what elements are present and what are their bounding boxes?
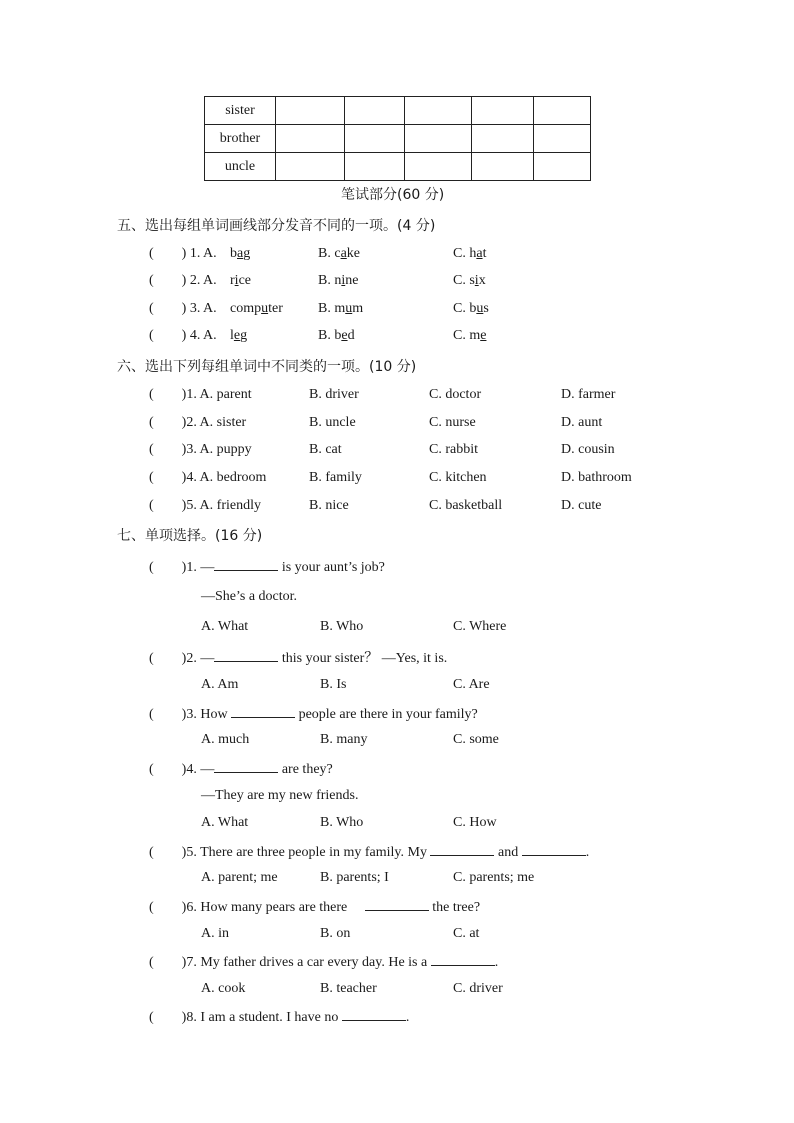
table-row — [205, 97, 591, 125]
row-label: uncle — [205, 153, 276, 181]
option-b: B. nice — [309, 498, 349, 513]
option-a: A. What — [201, 815, 249, 830]
option-b: B. cat — [309, 442, 342, 457]
table-row — [205, 125, 591, 153]
option-a: A. cook — [201, 981, 246, 996]
answer-blank[interactable] — [231, 705, 295, 718]
option-a: A. much — [201, 732, 250, 747]
row-label: brother — [205, 125, 276, 153]
answer-blank[interactable] — [430, 843, 494, 856]
option-b: B. family — [309, 470, 362, 485]
question-1-reply: —She’s a doctor. — [201, 589, 298, 604]
option-c: C. How — [453, 815, 497, 830]
option-word: C. bus — [453, 301, 489, 316]
question-4-reply: —They are my new friends. — [201, 788, 359, 803]
option-word: bag — [230, 246, 251, 261]
option-a: A. Am — [201, 677, 239, 692]
option-word: C. hat — [453, 246, 487, 261]
option-b: B. Is — [320, 677, 347, 692]
answer-blank[interactable] — [431, 953, 495, 966]
option-c: C. driver — [453, 981, 503, 996]
option-a: A. What — [201, 619, 249, 634]
option-b: B. driver — [309, 387, 359, 402]
section7-title: 七、单项选择。(16 分) — [117, 528, 263, 544]
phonics-item: ( ) 2. A. — [149, 273, 217, 288]
option-d: D. cute — [561, 498, 602, 513]
option-b: B. Who — [320, 815, 364, 830]
option-word: C. me — [453, 328, 487, 343]
answer-blank[interactable] — [365, 898, 429, 911]
section6-title: 六、选出下列每组单词中不同类的一项。(10 分) — [117, 359, 417, 375]
question-item: ( )2. A. sister — [149, 415, 247, 430]
option-word: B. nine — [318, 273, 359, 288]
question-item: ( )3. A. puppy — [149, 442, 252, 457]
option-a: A. parent; me — [201, 870, 278, 885]
question-1: ( )1. — is your aunt’s job? — [149, 560, 385, 575]
option-d: D. bathroom — [561, 470, 632, 485]
answer-blank[interactable] — [214, 558, 278, 571]
option-d: D. aunt — [561, 415, 603, 430]
phonics-item: ( ) 3. A. — [149, 301, 217, 316]
option-word: leg — [230, 328, 248, 343]
answer-blank[interactable] — [214, 649, 278, 662]
answer-blank[interactable] — [214, 760, 278, 773]
answer-blank[interactable] — [342, 1008, 406, 1021]
phonics-item: ( ) 1. A. — [149, 246, 217, 261]
row-label: sister — [205, 97, 276, 125]
option-b: B. uncle — [309, 415, 356, 430]
question-7: ( )7. My father drives a car every day. He is a . — [149, 955, 499, 970]
option-d: D. cousin — [561, 442, 615, 457]
option-c: C. some — [453, 732, 499, 747]
table-row — [205, 153, 591, 181]
phonics-item: ( ) 4. A. — [149, 328, 217, 343]
option-c: C. parents; me — [453, 870, 535, 885]
option-word: B. bed — [318, 328, 355, 343]
option-c: C. basketball — [429, 498, 503, 513]
option-word: B. cake — [318, 246, 360, 261]
option-b: B. many — [320, 732, 368, 747]
option-c: C. Are — [453, 677, 490, 692]
option-word: computer — [230, 301, 283, 316]
option-c: C. rabbit — [429, 442, 478, 457]
question-3: ( )3. How people are there in your family? — [149, 707, 478, 722]
question-2: ( )2. — this your sister？ —Yes, it is. — [149, 651, 448, 666]
question-4: ( )4. — are they? — [149, 762, 333, 777]
question-8: ( )8. I am a student. I have no . — [149, 1010, 410, 1025]
option-c: C. Where — [453, 619, 507, 634]
option-c: C. kitchen — [429, 470, 487, 485]
option-b: B. parents; I — [320, 870, 389, 885]
option-c: C. doctor — [429, 387, 482, 402]
family-table — [204, 96, 591, 181]
question-item: ( )1. A. parent — [149, 387, 252, 402]
question-6: ( )6. How many pears are there the tree? — [149, 900, 481, 915]
option-c: C. nurse — [429, 415, 476, 430]
option-c: C. at — [453, 926, 480, 941]
option-word: C. six — [453, 273, 486, 288]
section5-title: 五、选出每组单词画线部分发音不同的一项。(4 分) — [117, 218, 436, 234]
question-5: ( )5. There are three people in my family. My and . — [149, 845, 590, 860]
written-part-title: 笔试部分(60 分) — [341, 187, 445, 203]
option-word: B. mum — [318, 301, 364, 316]
question-item: ( )5. A. friendly — [149, 498, 261, 513]
option-d: D. farmer — [561, 387, 616, 402]
option-b: B. on — [320, 926, 351, 941]
answer-blank[interactable] — [522, 843, 586, 856]
option-b: B. Who — [320, 619, 364, 634]
option-word: rice — [230, 273, 251, 288]
option-a: A. in — [201, 926, 229, 941]
question-item: ( )4. A. bedroom — [149, 470, 267, 485]
option-b: B. teacher — [320, 981, 377, 996]
